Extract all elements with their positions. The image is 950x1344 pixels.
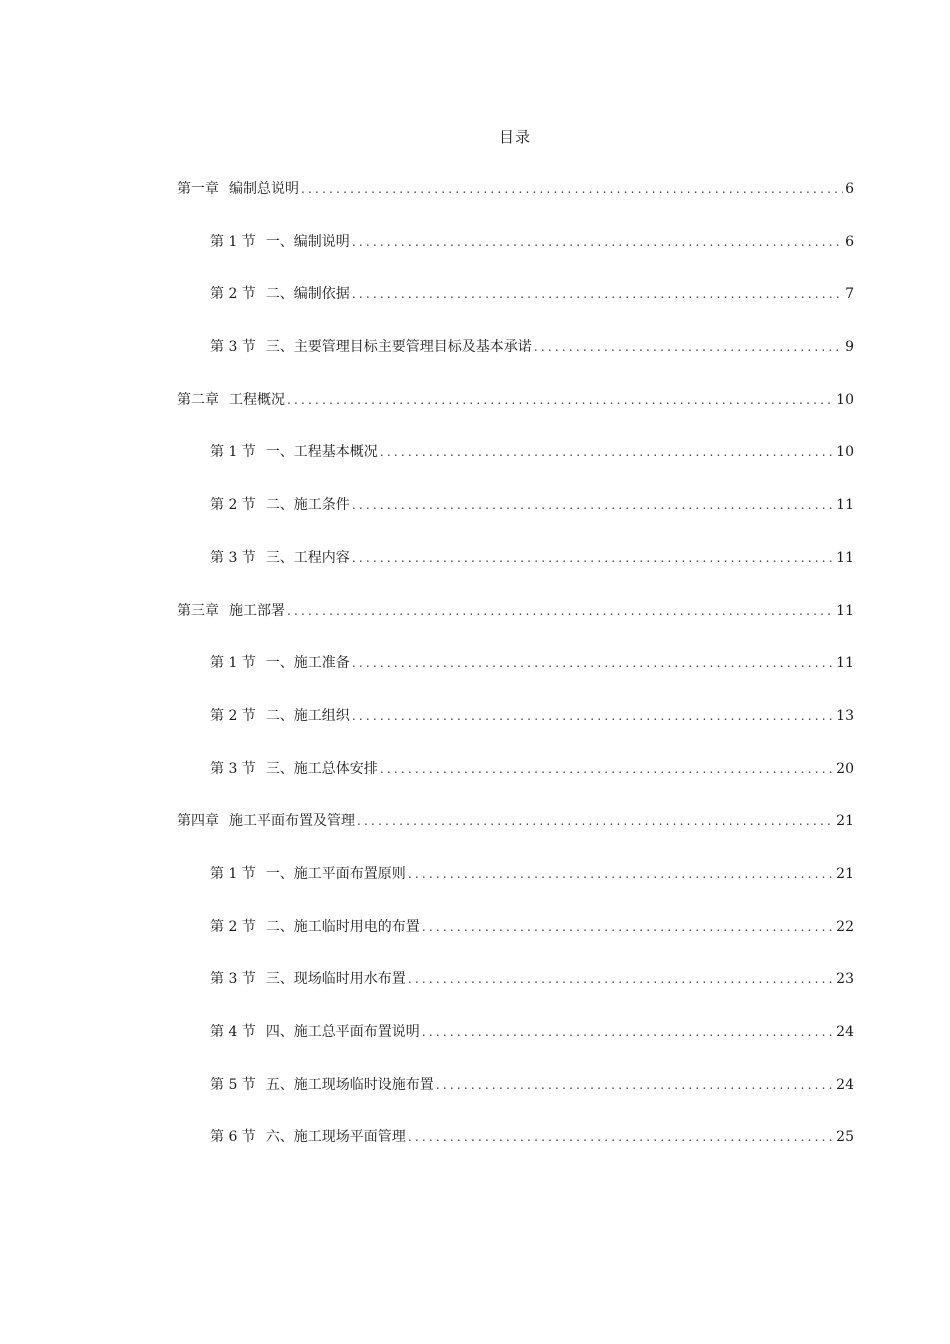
toc-entry-text: 工程概况 xyxy=(229,391,285,408)
toc-entry-page: 21 xyxy=(836,865,854,882)
toc-entry[interactable] xyxy=(177,336,854,389)
toc-entry-number: 第三章 xyxy=(177,602,219,619)
toc-entry-page: 9 xyxy=(845,339,854,356)
toc-entry-label xyxy=(210,758,378,778)
toc-entry-text: 施工平面布置及管理 xyxy=(229,813,355,830)
toc-entry-text: 施工部署 xyxy=(229,602,285,619)
toc-entry[interactable] xyxy=(177,968,854,1021)
toc-leader-dots xyxy=(352,709,834,723)
toc-leader-dots xyxy=(380,762,834,776)
toc-entry-page: 6 xyxy=(845,233,854,250)
toc-entry[interactable] xyxy=(177,389,854,442)
toc-entry-text: 六、施工现场平面管理 xyxy=(265,1129,406,1146)
toc-leader-dots xyxy=(301,182,843,196)
toc-entry[interactable] xyxy=(177,494,854,547)
toc-leader-dots xyxy=(408,867,834,881)
toc-entry[interactable] xyxy=(177,600,854,653)
toc-entry-number: 第一章 xyxy=(177,181,219,197)
toc-entry-page: 10 xyxy=(836,444,854,461)
toc-entry-text: 一、编制说明 xyxy=(265,233,350,250)
toc-entry-label xyxy=(210,441,378,461)
toc-entry-page: 11 xyxy=(836,602,854,619)
toc-entry-label xyxy=(177,810,355,830)
toc-entry-text: 四、施工总平面布置说明 xyxy=(265,1024,420,1040)
toc-entry[interactable] xyxy=(177,1021,854,1074)
toc-entry-label xyxy=(210,283,350,303)
toc-entry-page: 21 xyxy=(836,813,854,830)
toc-entry-number: 第 6 节 xyxy=(210,1129,256,1146)
toc-entry[interactable] xyxy=(177,916,854,969)
toc-entry-label xyxy=(210,494,350,514)
toc-entry-label xyxy=(210,231,350,251)
toc-entry-page: 23 xyxy=(836,971,854,988)
toc-entry-label xyxy=(177,178,299,198)
toc-entry-page: 10 xyxy=(836,391,854,408)
toc-entry-text: 一、施工平面布置原则 xyxy=(265,865,406,882)
toc-entry-text: 编制总说明 xyxy=(229,181,299,197)
toc-entry[interactable] xyxy=(177,810,854,863)
toc-leader-dots xyxy=(436,1078,834,1092)
toc-entry-number: 第 2 节 xyxy=(210,497,256,514)
toc-entry-number: 第 3 节 xyxy=(210,971,256,988)
toc-entry-label xyxy=(210,916,420,936)
toc-entry[interactable] xyxy=(177,652,854,705)
toc-leader-dots xyxy=(287,393,834,407)
toc-entry-number: 第 1 节 xyxy=(210,655,256,672)
toc-entry-text: 五、施工现场临时设施布置 xyxy=(265,1076,434,1093)
toc-entry[interactable] xyxy=(177,1074,854,1127)
toc-entry-page: 20 xyxy=(836,760,854,777)
toc-entry[interactable] xyxy=(177,705,854,758)
toc-entry[interactable] xyxy=(177,231,854,284)
toc-list xyxy=(177,178,854,1179)
toc-entry-text: 三、施工总体安排 xyxy=(265,760,378,777)
toc-entry-label xyxy=(210,1126,406,1146)
toc-title: 目录 xyxy=(498,128,531,146)
toc-leader-dots xyxy=(408,1130,834,1144)
toc-entry-number: 第 1 节 xyxy=(210,865,256,882)
toc-leader-dots xyxy=(287,604,834,618)
toc-leader-dots xyxy=(534,340,843,354)
toc-entry-label xyxy=(210,863,406,883)
toc-entry-label xyxy=(210,1074,434,1094)
toc-entry-number: 第 3 节 xyxy=(210,339,256,356)
toc-entry-page: 11 xyxy=(836,549,854,566)
toc-entry-page: 11 xyxy=(836,497,854,514)
toc-entry-label xyxy=(210,336,532,356)
toc-entry-text: 一、施工准备 xyxy=(265,655,350,672)
toc-entry-page: 24 xyxy=(836,1076,854,1093)
toc-entry[interactable] xyxy=(177,441,854,494)
toc-entry-number: 第 2 节 xyxy=(210,918,256,935)
toc-entry-number: 第 3 节 xyxy=(210,760,256,777)
toc-entry-label xyxy=(210,652,350,672)
toc-entry[interactable] xyxy=(177,1126,854,1179)
toc-entry-page: 24 xyxy=(836,1024,854,1040)
toc-entry-number: 第 3 节 xyxy=(210,549,256,566)
toc-entry[interactable] xyxy=(177,283,854,336)
toc-entry-number: 第 1 节 xyxy=(210,233,256,250)
toc-entry-text: 三、现场临时用水布置 xyxy=(265,971,406,988)
toc-entry-number: 第二章 xyxy=(177,391,219,408)
toc-leader-dots xyxy=(352,287,843,301)
toc-entry-label xyxy=(210,1021,420,1041)
toc-entry-page: 11 xyxy=(836,655,854,672)
toc-entry-label xyxy=(177,389,285,409)
toc-entry-text: 三、工程内容 xyxy=(265,549,350,566)
toc-entry-number: 第 2 节 xyxy=(210,707,256,724)
toc-entry-text: 一、工程基本概况 xyxy=(265,444,378,461)
toc-leader-dots xyxy=(422,1025,834,1039)
toc-leader-dots xyxy=(408,972,834,986)
toc-entry-label xyxy=(210,705,350,725)
toc-entry-page: 22 xyxy=(836,918,854,935)
toc-leader-dots xyxy=(352,656,834,670)
toc-entry-number: 第四章 xyxy=(177,813,219,830)
toc-leader-dots xyxy=(380,445,834,459)
toc-entry[interactable] xyxy=(177,178,854,231)
toc-entry[interactable] xyxy=(177,758,854,811)
toc-leader-dots xyxy=(352,498,834,512)
toc-entry-page: 7 xyxy=(845,286,854,303)
toc-entry-number: 第 5 节 xyxy=(210,1076,256,1093)
toc-entry-number: 第 4 节 xyxy=(210,1024,256,1040)
toc-entry-text: 二、施工条件 xyxy=(265,497,350,514)
toc-entry-text: 二、施工组织 xyxy=(265,707,350,724)
toc-entry-page: 25 xyxy=(836,1129,854,1146)
toc-leader-dots xyxy=(352,235,843,249)
toc-entry-label xyxy=(210,968,406,988)
toc-entry-page: 13 xyxy=(836,707,854,724)
toc-entry-label xyxy=(210,547,350,567)
toc-entry-number: 第 1 节 xyxy=(210,444,256,461)
toc-entry-label xyxy=(177,600,285,620)
toc-entry-text: 二、施工临时用电的布置 xyxy=(265,918,420,935)
toc-leader-dots xyxy=(422,920,834,934)
toc-entry-text: 二、编制依据 xyxy=(265,286,350,303)
toc-leader-dots xyxy=(357,814,834,828)
toc-entry-page: 6 xyxy=(845,181,854,197)
toc-entry[interactable] xyxy=(177,863,854,916)
toc-entry[interactable] xyxy=(177,547,854,600)
toc-leader-dots xyxy=(352,551,834,565)
toc-entry-text: 三、主要管理目标主要管理目标及基本承诺 xyxy=(265,339,532,356)
toc-entry-number: 第 2 节 xyxy=(210,286,256,303)
